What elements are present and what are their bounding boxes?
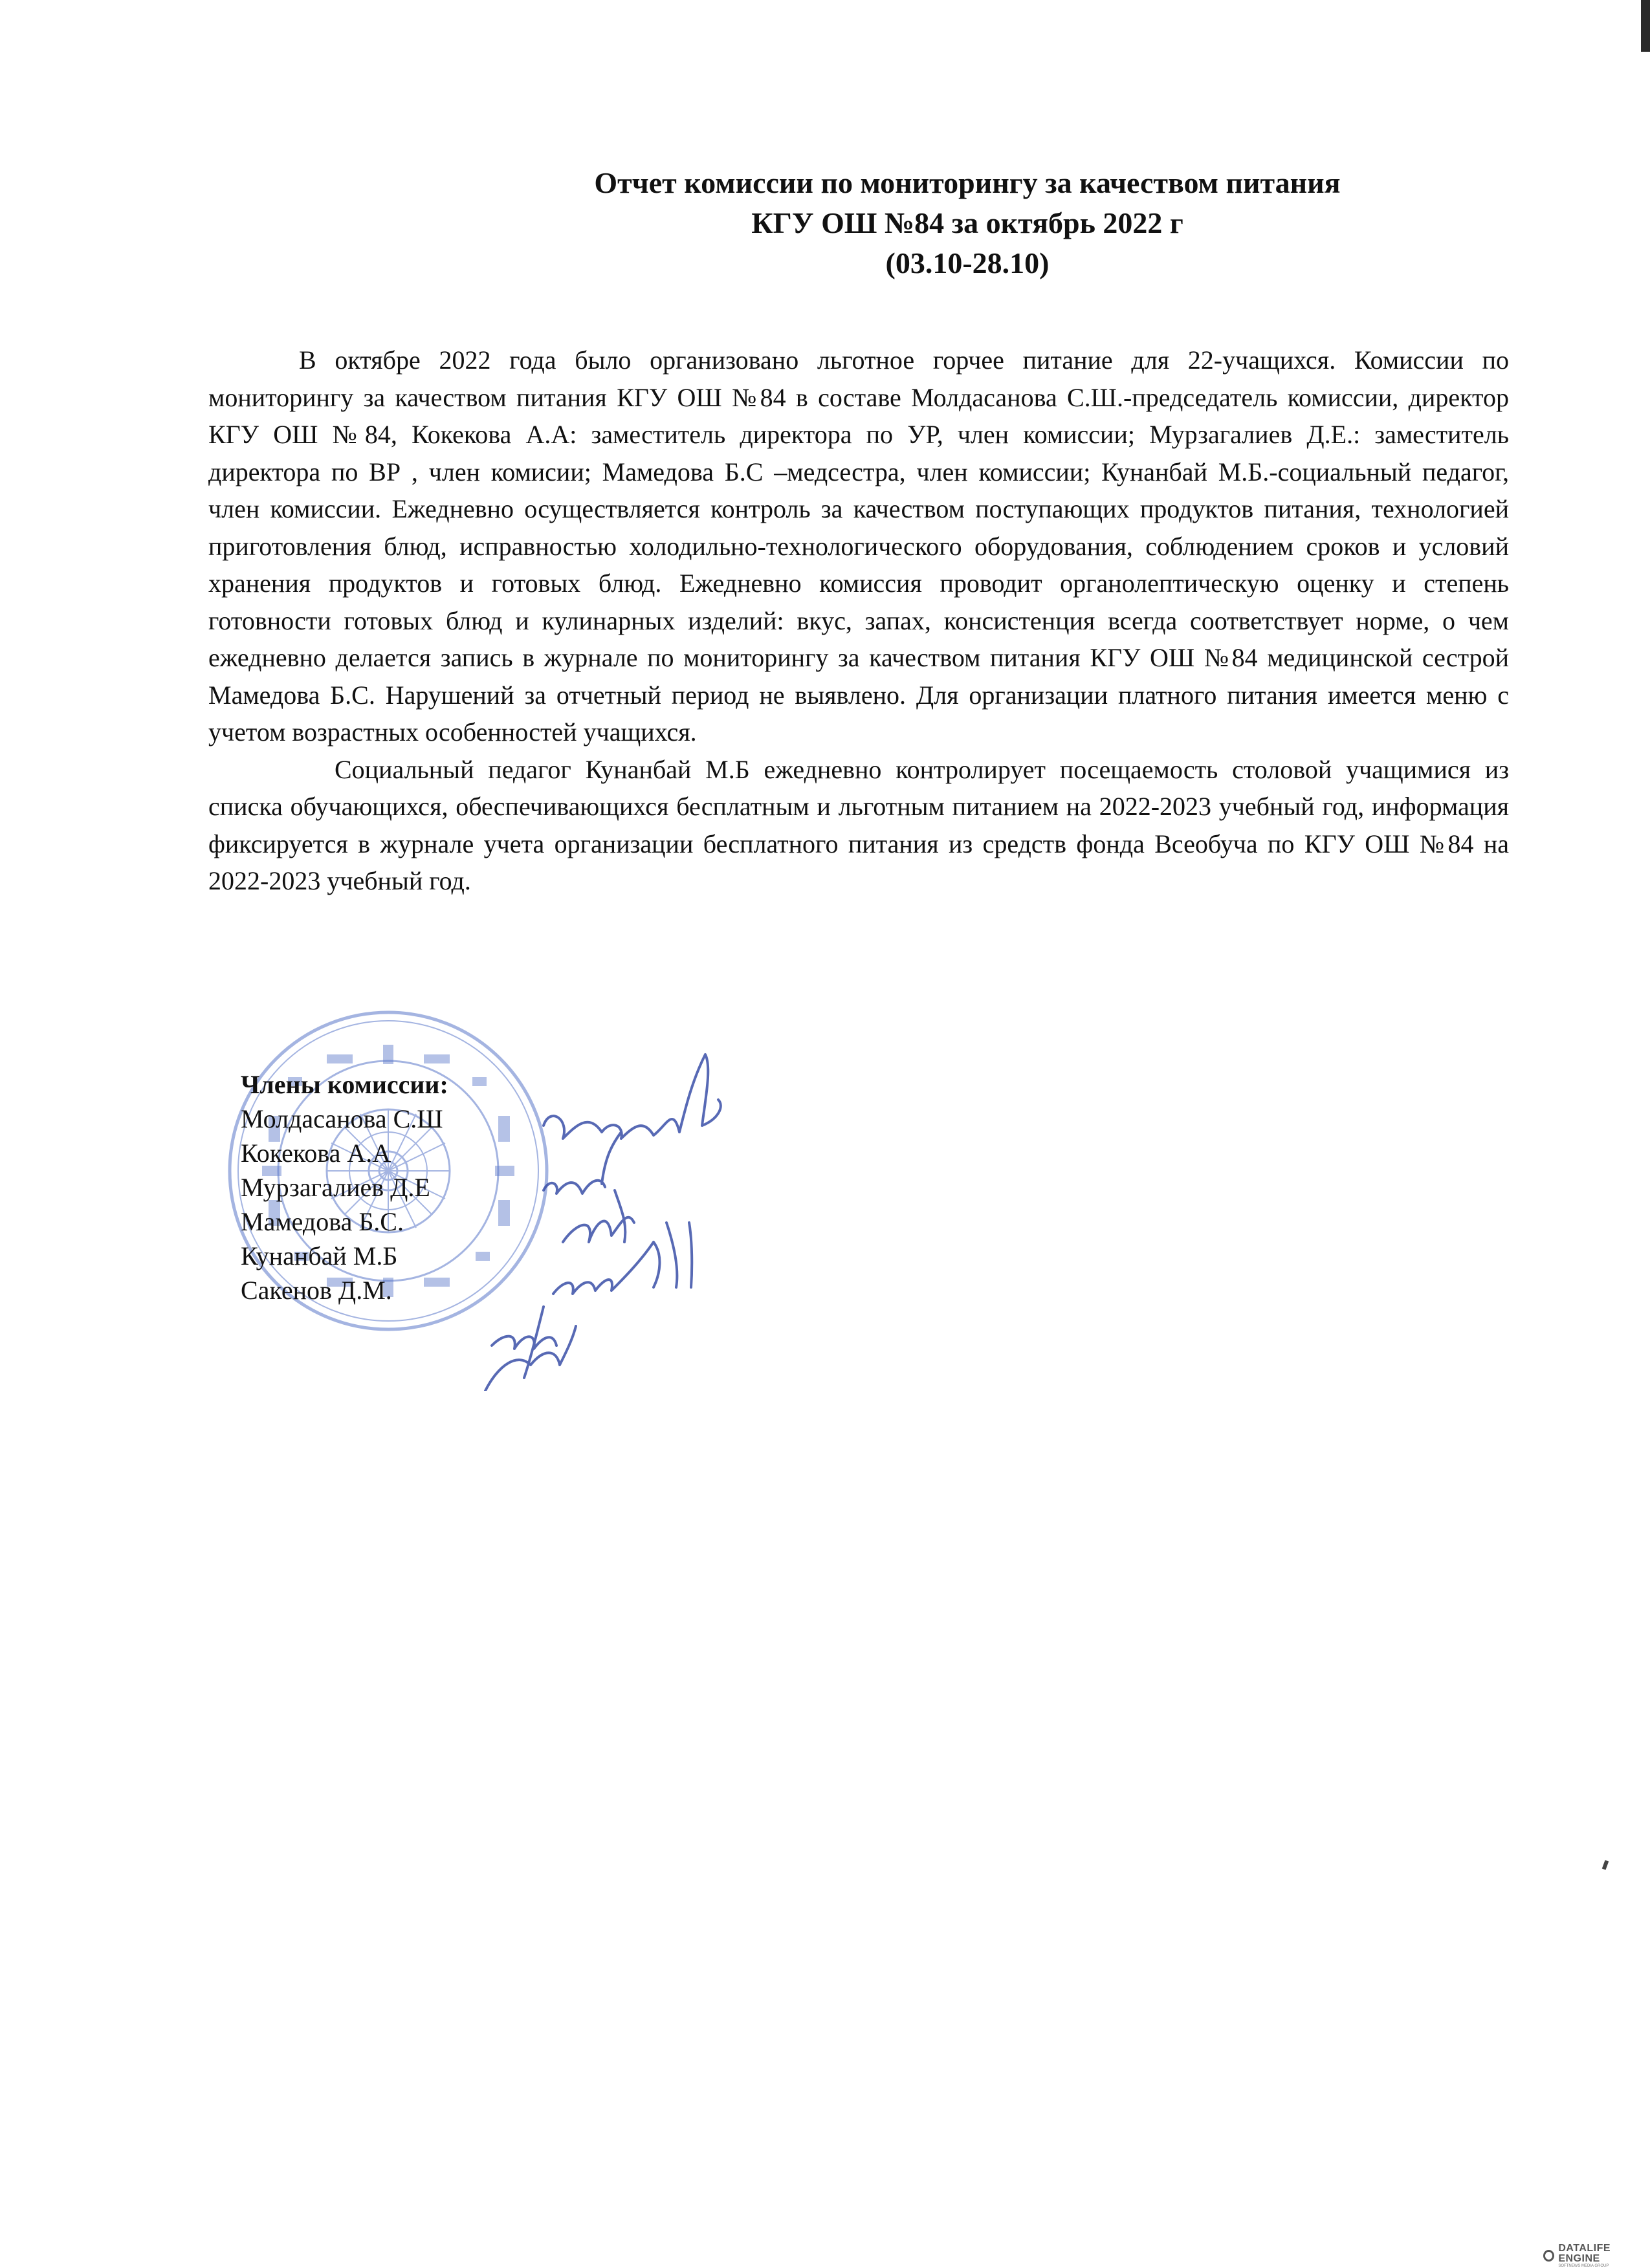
datalife-engine-logo bbox=[1543, 2243, 1650, 2268]
paragraph-1: В октябре 2022 года было организовано льготное горчее питание для 22-учащихся. Комиссии по мониторингу за качеством питания КГУ ОШ №84 в составе Молдасанова С.Ш.-председатель комиссии, директор КГУ ОШ №84, Кокекова А.А: заместитель директора по УР, член комиссии; Мурзагалиев Д.Е.: заместитель директора по ВР , член комисии; Мамедова Б.С –медсестра, член комиссии; Кунанбай М.Б.-социальный педагог, член комиссии. Ежедневно осуществляется контроль за качеством поступающих продуктов питания, технологией приготовления блюд, исправностью холодильно-технологического оборудования, соблюдением сроков и условий хранения продуктов и готовых блюд. Ежедневно комиссия проводит органолептическую оценку и степень готовности готовых блюд и кулинарных изделий: вкус, запах, консистенция всегда соответствует норме, о чем ежедневно делается запись в журнале по мониторингу за качеством питания КГУ ОШ №84 медицинской сестрой Мамедова Б.С. Нарушений за отчетный период не выявлено. Для организации платного питания имеется меню с учетом возрастных особенностей учащихся. bbox=[208, 345, 1509, 747]
member-name: Мамедова Б.С. bbox=[241, 1207, 404, 1236]
title-line-1: Отчет комиссии по мониторингу за качеством питания bbox=[594, 166, 1341, 199]
logo-tagline: SOFTNEWS MEDIA GROUP bbox=[1558, 2264, 1609, 2268]
logo-brand: DATALIFE ENGINE bbox=[1558, 2243, 1611, 2264]
member-name: Кокекова А.А bbox=[241, 1139, 391, 1168]
scan-edge-mark bbox=[1641, 0, 1650, 52]
paragraph-2: Социальный педагог Кунанбай М.Б ежедневно контролирует посещаемость столовой учащимися из списка обучающихся, обеспечивающихся бесплатным и льготным питанием на 2022-2023 учебный год, информация фиксируется в журнале учета организации бесплатного питания из средств фонда Всеобуча по КГУ ОШ №84 на 2022-2023 учебный год. bbox=[208, 754, 1509, 895]
member-name: Сакенов Д.М. bbox=[241, 1276, 392, 1305]
members-heading: Члены комиссии: bbox=[241, 1070, 448, 1099]
logo-circle-icon bbox=[1543, 2250, 1554, 2262]
member-name: Молдасанова С.Ш bbox=[241, 1104, 443, 1133]
title-line-3: (03.10-28.10) bbox=[885, 246, 1050, 279]
title-line-2: КГУ ОШ №84 за октябрь 2022 г bbox=[751, 206, 1183, 239]
member-name: Кунанбай М.Б bbox=[241, 1241, 398, 1270]
member-name: Мурзагалиев Д.Е bbox=[241, 1173, 430, 1202]
document-title bbox=[362, 163, 1572, 283]
report-body bbox=[208, 342, 1509, 900]
commission-members bbox=[241, 1067, 448, 1307]
scan-edge-tick bbox=[1602, 1860, 1609, 1870]
handwritten-signatures bbox=[446, 1029, 744, 1391]
